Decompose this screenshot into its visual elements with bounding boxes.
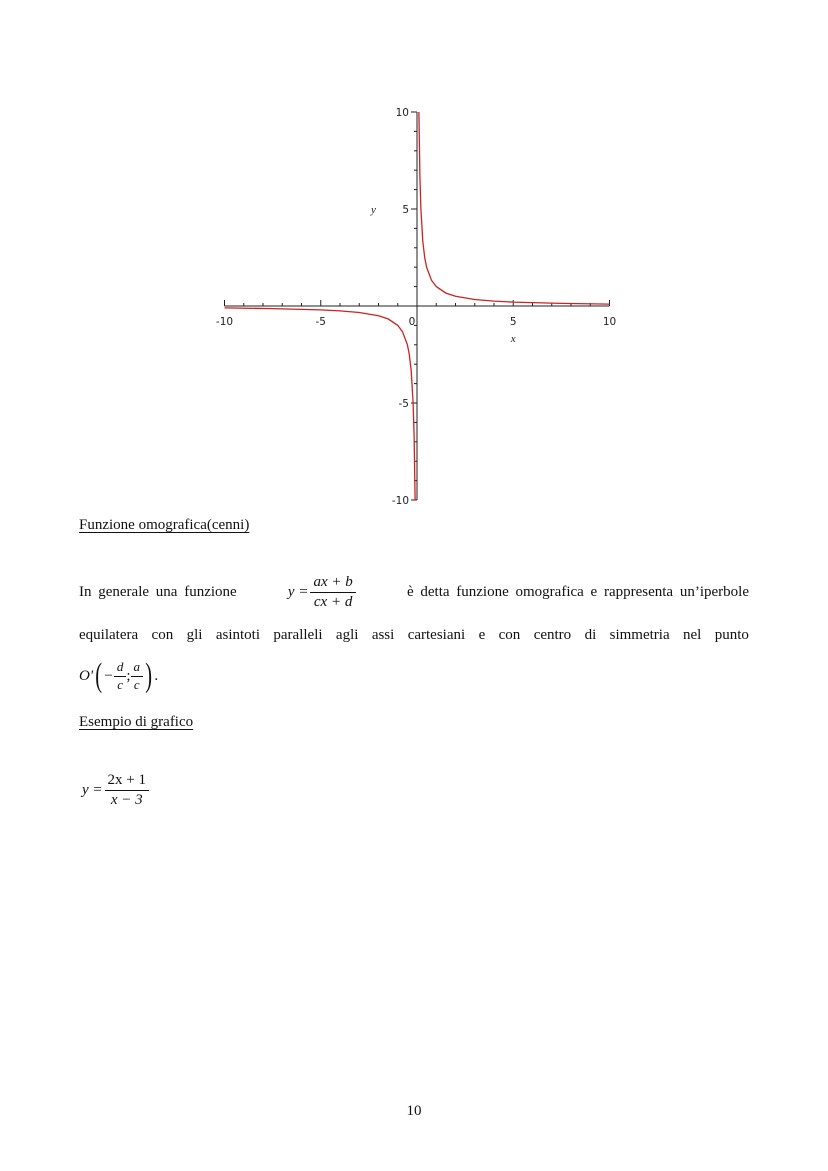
x-axis-label: x xyxy=(510,333,516,345)
formula-numerator: ax + b xyxy=(310,574,355,593)
y-tick-label: -10 xyxy=(391,495,409,507)
paragraph-word: nel xyxy=(683,627,702,643)
section-heading-esempio: Esempio di grafico xyxy=(79,714,194,730)
left-paren: ( xyxy=(95,657,103,694)
formula-general xyxy=(288,574,356,612)
y-tick-label: -5 xyxy=(398,398,409,410)
paragraph-line-1 xyxy=(79,574,749,612)
x-tick-label: -5 xyxy=(315,316,326,328)
center-a: a xyxy=(131,660,144,677)
paragraph-word: con xyxy=(498,627,521,643)
intro-text: In generale una funzione xyxy=(79,584,237,601)
center-frac-a-c xyxy=(131,660,144,693)
example-numerator: 2x + 1 xyxy=(105,772,149,791)
formula-y-equals: y = xyxy=(287,584,309,601)
paragraph-word: equilatera xyxy=(79,627,139,643)
paragraph-word: punto xyxy=(714,627,749,643)
center-o: O' xyxy=(79,667,94,684)
y-tick-label: 5 xyxy=(402,204,409,216)
center-c1: c xyxy=(117,676,123,692)
x-tick-label: -10 xyxy=(215,316,234,328)
section-heading-omografica: Funzione omografica(cenni) xyxy=(79,517,250,533)
center-sep: ; xyxy=(126,667,131,684)
center-point-formula xyxy=(79,659,158,693)
paragraph-word: assi xyxy=(371,627,395,643)
formula-fraction xyxy=(310,574,355,612)
paragraph-word: centro xyxy=(533,627,572,643)
paragraph-word: gli xyxy=(186,627,203,643)
page-number: 10 xyxy=(406,1103,422,1119)
formula-denominator: cx + d xyxy=(313,594,353,611)
x-tick-label: 10 xyxy=(602,316,617,328)
curve-branch-positive xyxy=(419,112,610,304)
paragraph-line-2 xyxy=(79,627,749,644)
center-d: d xyxy=(114,660,127,677)
paragraph-word: e xyxy=(478,627,486,643)
example-denominator: x − 3 xyxy=(110,792,143,809)
paragraph-word: di xyxy=(584,627,597,643)
x-tick-label: 0 xyxy=(408,316,416,328)
example-formula xyxy=(82,772,149,810)
example-fraction xyxy=(105,772,149,810)
paragraph-word: con xyxy=(151,627,174,643)
curve-branch-negative xyxy=(225,308,416,500)
right-paren: ) xyxy=(145,657,153,694)
hyperbola-plot xyxy=(0,0,828,520)
paragraph-word: agli xyxy=(335,627,359,643)
x-tick-label: 5 xyxy=(509,316,517,328)
y-axis-label: y xyxy=(371,204,376,216)
tick-labels xyxy=(216,107,616,507)
paragraph-word: simmetria xyxy=(609,627,670,643)
example-y-equals: y = xyxy=(82,782,103,799)
center-minus: − xyxy=(104,667,113,684)
center-period: . xyxy=(154,667,159,684)
paragraph-word: asintoti xyxy=(215,627,260,643)
intro-text-after: è detta funzione omografica e rappresenta un’iperbole xyxy=(406,584,749,601)
paragraph-word: cartesiani xyxy=(407,627,466,643)
y-tick-label: 10 xyxy=(395,107,409,119)
paragraph-word: paralleli xyxy=(273,627,323,643)
center-frac-d-c xyxy=(114,660,127,693)
center-c2: c xyxy=(133,676,140,692)
